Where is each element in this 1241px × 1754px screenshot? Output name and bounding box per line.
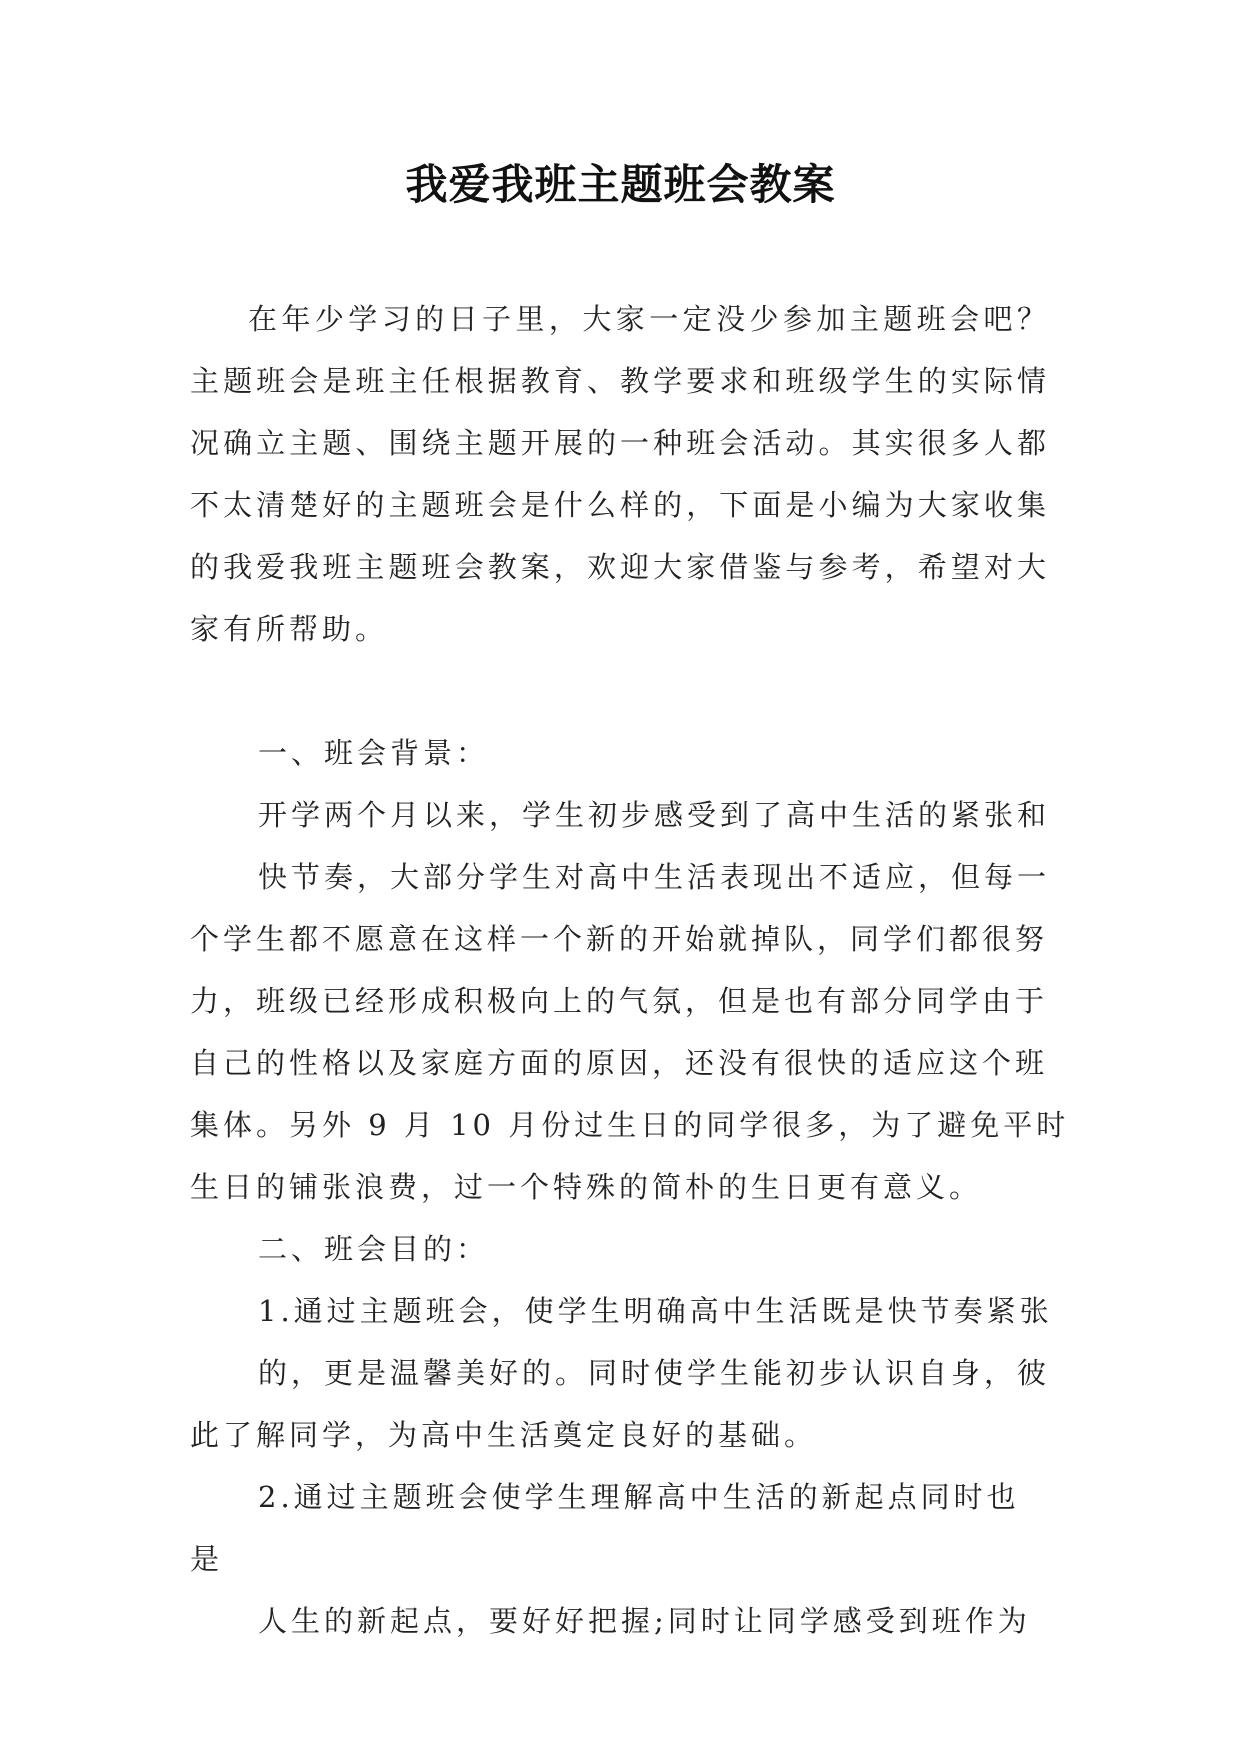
text-line: 1.通过主题班会，使学生明确高中生活既是快节奏紧张 xyxy=(258,1294,1053,1328)
document-title: 我爱我班主题班会教案 xyxy=(405,160,836,209)
section-heading-background: 一、班会背景： xyxy=(258,736,490,770)
text-line: 个学生都不愿意在这样一个新的开始就掉队，同学们都很努 xyxy=(190,922,1049,956)
text-line: 快节奏，大部分学生对高中生活表现出不适应，但每一 xyxy=(258,860,1051,894)
text-line: 人生的新起点，要好好把握;同时让同学感受到班作为 xyxy=(258,1604,1031,1638)
text-line: 2.通过主题班会使学生理解高中生活的新起点同时也 xyxy=(258,1480,1020,1514)
text-line: 此了解同学，为高中生活奠定良好的基础。 xyxy=(190,1418,818,1452)
text-line: 自己的性格以及家庭方面的原因，还没有很快的适应这个班 xyxy=(190,1046,1049,1080)
paragraph-gap xyxy=(190,660,1050,722)
document-body xyxy=(190,288,1070,1652)
text-line: 力，班级已经形成积极向上的气氛，但是也有部分同学由于 xyxy=(190,984,1049,1018)
section-heading-purpose: 二、班会目的： xyxy=(258,1232,490,1266)
text-line: 是 xyxy=(190,1542,224,1576)
intro-paragraph: 在年少学习的日子里，大家一定没少参加主题班会吧？主题班会是班主任根据教育、教学要求和班级学生的实际情况确立主题、围绕主题开展的一种班会活动。其实很多人都不太清楚好的主题班会是什么样的，下面是小编为大家收集的我爱我班主题班会教案，欢迎大家借鉴与参考，希望对大家有所帮助。 xyxy=(190,302,1050,646)
text-line: 生日的铺张浪费，过一个特殊的简朴的生日更有意义。 xyxy=(190,1170,983,1204)
text-line: 开学两个月以来，学生初步感受到了高中生活的紧张和 xyxy=(258,798,1051,832)
text-line: 的，更是温馨美好的。同时使学生能初步认识自身，彼 xyxy=(258,1356,1051,1390)
text-line: 集体。另外 9 月 10 月份过生日的同学很多，为了避免平时 xyxy=(190,1108,1070,1142)
